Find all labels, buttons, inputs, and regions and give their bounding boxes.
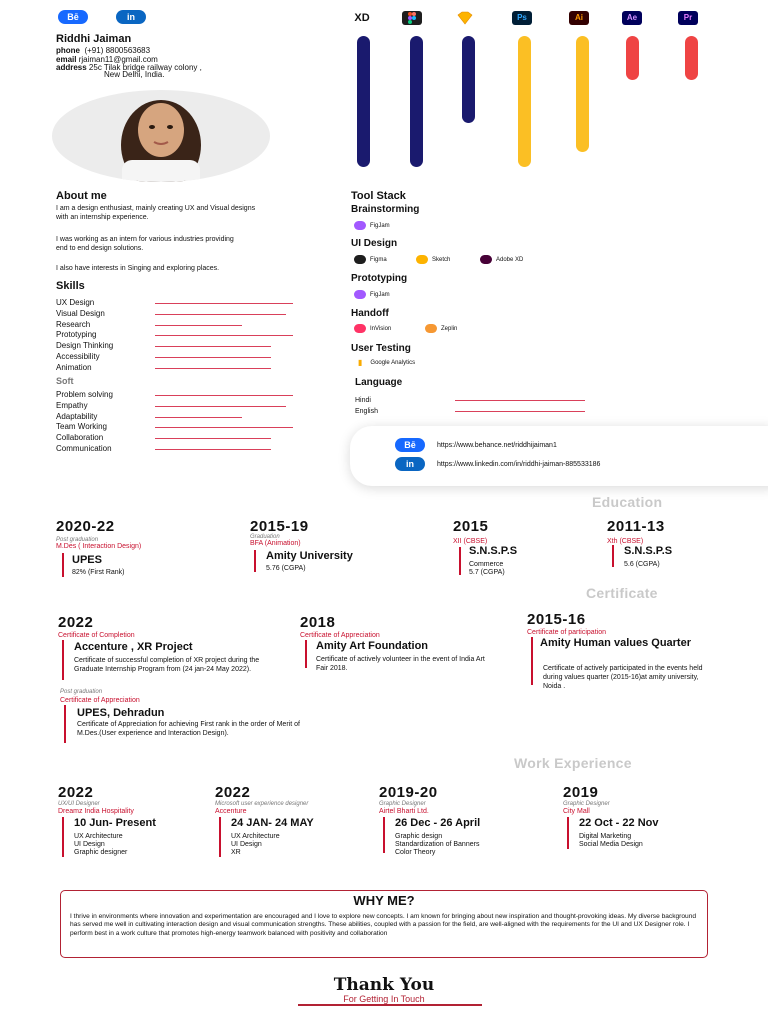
work-task: UX Architecture — [74, 833, 123, 840]
thank-you-title: Thank You — [333, 975, 435, 995]
work-bar — [567, 817, 569, 849]
hard-skill-label: Visual Design — [56, 308, 105, 318]
avatar-portrait-icon — [52, 90, 270, 182]
soft-skill-level — [155, 438, 271, 439]
work-bar — [219, 817, 221, 857]
cert-org-3: Amity Human values Quarter — [540, 637, 691, 649]
profile-name: Riddhi Jaiman — [56, 33, 132, 45]
edu-label-1: Post graduation — [56, 537, 99, 543]
cert-year-3: 2015-16 — [527, 611, 586, 628]
handoff-title: Handoff — [351, 308, 389, 319]
cert-label-4: Post graduation — [60, 689, 103, 695]
tool-chip-invision: InVision — [354, 324, 391, 333]
work-role: Microsoft user experience designer — [215, 801, 309, 807]
tool-bar-figma — [410, 36, 423, 167]
tool-chip-google-analytics: ▮ Google Analytics — [358, 358, 416, 367]
cert-year-1: 2022 — [58, 614, 94, 631]
tool-bar-sketch — [462, 36, 475, 123]
hard-skill-label: UX Design — [56, 298, 95, 307]
edu-school-1: UPES — [72, 554, 102, 566]
work-task: UI Design — [231, 841, 262, 848]
cert-type-2: Certificate of Appreciation — [300, 632, 380, 639]
about-paragraph-2: I was working as an intern for various industries providing end to end design solutions. — [56, 236, 234, 252]
adobe-xd-icon: XD — [354, 12, 370, 24]
tool-bar-pr — [685, 36, 698, 80]
work-year: 2019 — [563, 784, 599, 801]
work-task: Social Media Design — [579, 841, 643, 848]
cert-type-3: Certificate of participation — [527, 629, 606, 636]
education-title: Education — [592, 494, 663, 510]
adobe-xd-icon — [480, 255, 492, 264]
work-role: Graphic Designer — [563, 801, 610, 807]
about-paragraph-1: I am a design enthusiast, mainly creating UX and Visual designs with an internship experience. — [56, 205, 256, 221]
why-me-text: I thrive in environments where innovation and experimentation are encouraged and I love to explore new concepts. I am known for bringing about new inspiration and thought-provoking ideas. My diverse background has served me well in cultivating interaction design and visual communication strengths. These abilities, coupled with a passion for the field, are well-aligned with the requirements for the UI and UX Designer role. I perform best in a work culture that promotes high-energy teamwork balanced with positivity and collaboration — [70, 913, 697, 937]
figma-icon — [354, 255, 366, 264]
edu-school-4: S.N.S.P.S — [624, 545, 673, 557]
work-task: Color Theory — [395, 849, 436, 856]
tool-stack-title: Tool Stack — [351, 190, 406, 202]
why-me-title: WHY ME? — [353, 893, 415, 908]
figma-icon — [402, 11, 422, 25]
edu-school-3: S.N.S.P.S — [469, 545, 518, 557]
edu-school-2: Amity University — [266, 550, 353, 562]
work-company: Accenture — [215, 808, 247, 815]
language-english: English — [355, 408, 378, 415]
edu-year-1: 2020-22 — [56, 518, 115, 535]
tool-chip-figjam-2: FigJam — [354, 290, 390, 299]
work-year: 2022 — [58, 784, 94, 801]
illustrator-icon: Ai — [569, 11, 589, 25]
soft-skill-label: Communication — [56, 444, 112, 453]
profile-phone: phone (+91) 8800563683 — [56, 46, 151, 55]
premiere-icon: Pr — [678, 11, 698, 25]
edu-bar-4 — [612, 545, 614, 567]
soft-skill-level — [155, 417, 242, 418]
thank-you-subtitle: For Getting In Touch — [343, 994, 425, 1004]
tool-chip-figma: Figma — [354, 255, 387, 264]
edu-year-2: 2015-19 — [250, 518, 309, 535]
hard-skill-level — [155, 325, 242, 326]
soft-skill-label: Adaptability — [56, 411, 98, 421]
soft-skill-label: Problem solving — [56, 390, 113, 399]
work-task: UI Design — [74, 841, 105, 848]
cert-org-2: Amity Art Foundation — [316, 640, 429, 652]
hard-skill-level — [155, 335, 293, 336]
cert-year-2: 2018 — [300, 614, 336, 631]
cert-desc-1: Certificate of successful completion of XR project during the Graduate Internship Program from (24 jan-24 May 2022). — [74, 657, 260, 673]
soft-skill-level — [155, 427, 293, 428]
work-task: Graphic designer — [74, 849, 128, 856]
work-task: XR — [231, 849, 241, 856]
after-effects-icon: Ae — [622, 11, 642, 25]
edu-detail-4: 5.6 (CGPA) — [624, 561, 660, 568]
hard-skill-label: Research — [56, 319, 91, 329]
edu-course-4: Xth (CBSE) — [607, 538, 644, 545]
language-english-line — [455, 411, 585, 412]
links-card — [350, 426, 768, 486]
hard-skill-label: Prototyping — [56, 330, 97, 340]
work-dates: 26 Dec - 26 April — [395, 817, 481, 829]
work-title: Work Experience — [514, 755, 632, 771]
work-task: Graphic design — [395, 833, 443, 840]
cert-type-4: Certificate of Appreciation — [60, 697, 140, 704]
cert-org-4: UPES, Dehradun — [77, 707, 165, 719]
work-year: 2022 — [215, 784, 251, 801]
work-task: UX Architecture — [231, 833, 280, 840]
work-company: Dreamz India Hospitality — [58, 808, 134, 815]
edu-detail-2: 5.76 (CGPA) — [266, 565, 306, 572]
work-company: Airtel Bharti Ltd. — [379, 808, 429, 815]
soft-skill-label: Empathy — [56, 400, 88, 410]
thank-you-underline — [298, 1004, 482, 1006]
hard-skill-level — [155, 346, 271, 347]
figjam-icon — [354, 290, 366, 299]
work-task: Digital Marketing — [579, 833, 632, 840]
profile-address: address 25c Tilak bridge railway colony , — [56, 63, 202, 72]
tool-bar-ps — [518, 36, 531, 167]
work-company: City Mall — [563, 808, 590, 815]
sketch-icon — [416, 255, 428, 264]
hard-skill-level — [155, 303, 293, 304]
language-title: Language — [355, 377, 403, 388]
ui-design-title: UI Design — [351, 238, 398, 249]
edu-year-3: 2015 — [453, 518, 489, 535]
edu-detail-1: 82% (First Rank) — [72, 569, 125, 576]
soft-skill-level — [155, 395, 293, 396]
brainstorming-title: Brainstorming — [351, 204, 420, 215]
work-dates: 10 Jun- Present — [74, 817, 156, 829]
avatar — [52, 90, 270, 182]
tool-bar-ae — [626, 36, 639, 80]
edu-course-3: XII (CBSE) — [453, 538, 488, 545]
tool-chip-sketch: Sketch — [416, 255, 450, 264]
edu-detail-3: Commerce — [469, 561, 504, 568]
about-paragraph-3: I also have interests in Singing and exploring places. — [56, 265, 220, 272]
cert-type-1: Certificate of Completion — [58, 632, 135, 639]
language-hindi: Hindi — [355, 397, 371, 404]
hard-skill-level — [155, 368, 271, 369]
edu-bar-3 — [459, 547, 461, 575]
behance-link-icon[interactable]: Bē — [395, 438, 425, 452]
edu-bar-1 — [62, 553, 64, 577]
about-title: About me — [56, 190, 107, 202]
edu-course-2: BFA (Animation) — [250, 540, 301, 547]
work-bar — [383, 817, 385, 853]
linkedin-link-icon[interactable]: in — [395, 457, 425, 471]
soft-skill-label: Collaboration — [56, 433, 104, 443]
photoshop-icon: Ps — [512, 11, 532, 25]
edu-course-1: M.Des ( Interaction Design) — [56, 543, 142, 550]
tool-chip-zeplin: Zeplin — [425, 324, 457, 333]
soft-skills-title: Soft — [56, 376, 74, 386]
cert-bar-2 — [305, 640, 307, 668]
work-role: Graphic Designer — [379, 801, 426, 807]
soft-skill-level — [155, 449, 271, 450]
work-dates: 24 JAN- 24 MAY — [231, 817, 314, 829]
language-hindi-line — [455, 400, 585, 401]
cert-bar-1 — [62, 640, 64, 680]
behance-icon[interactable]: Bē — [58, 10, 88, 24]
hard-skill-label: Accessibility — [56, 352, 100, 361]
hard-skill-label: Design Thinking — [56, 341, 114, 351]
zeplin-icon — [425, 324, 437, 333]
work-bar — [62, 817, 64, 857]
hard-skill-label: Animation — [56, 362, 92, 372]
figjam-icon — [354, 221, 366, 230]
profile-address-line2: New Delhi, India. — [104, 70, 165, 79]
hard-skill-level — [155, 314, 286, 315]
certificate-title: Certificate — [586, 585, 658, 601]
cert-bar-3 — [531, 637, 533, 685]
cert-bar-4 — [64, 705, 66, 743]
edu-bar-2 — [254, 550, 256, 572]
user-testing-title: User Testing — [351, 343, 411, 354]
work-year: 2019-20 — [379, 784, 438, 801]
work-dates: 22 Oct - 22 Nov — [579, 817, 659, 829]
linkedin-link[interactable]: https://www.linkedin.com/in/riddhi-jaiman-885533186 — [437, 461, 601, 468]
tool-chip-figjam: FigJam — [354, 221, 390, 230]
cert-org-1: Accenture , XR Project — [74, 641, 193, 653]
soft-skill-label: Team Working — [56, 422, 107, 432]
tool-bar-xd — [357, 36, 370, 167]
work-role: UX/UI Designer — [58, 801, 100, 807]
work-task: Standardization of Banners — [395, 841, 480, 848]
edu-detail-3b: 5.7 (CGPA) — [469, 569, 505, 576]
edu-year-4: 2011-13 — [607, 518, 665, 535]
cert-desc-4: Certificate of Appreciation for achieving First rank in the order of Merit of M.Des.(User experience and Interaction Design). — [77, 721, 300, 737]
invision-icon — [354, 324, 366, 333]
cert-desc-2: Certificate of actively volunteer in the event of India Art Fair 2018. — [316, 656, 485, 672]
tool-chip-adobe-xd: Adobe XD — [480, 255, 523, 264]
cert-desc-3: Certificate of actively participated in the events held during values quarter (2015-16)at amity university, Noida . — [543, 665, 703, 690]
hard-skill-level — [155, 357, 271, 358]
skills-title: Skills — [56, 280, 85, 292]
google-analytics-icon: ▮ — [358, 358, 363, 367]
tool-bar-ai — [576, 36, 589, 152]
prototyping-title: Prototyping — [351, 273, 408, 284]
profile-email: email rjaiman11@gmail.com — [56, 55, 158, 64]
soft-skill-level — [155, 406, 286, 407]
behance-link[interactable]: https://www.behance.net/riddhijaiman1 — [437, 442, 557, 449]
edu-label-2: Graduation — [250, 534, 280, 540]
sketch-icon — [455, 11, 475, 25]
linkedin-icon[interactable]: in — [116, 10, 146, 24]
